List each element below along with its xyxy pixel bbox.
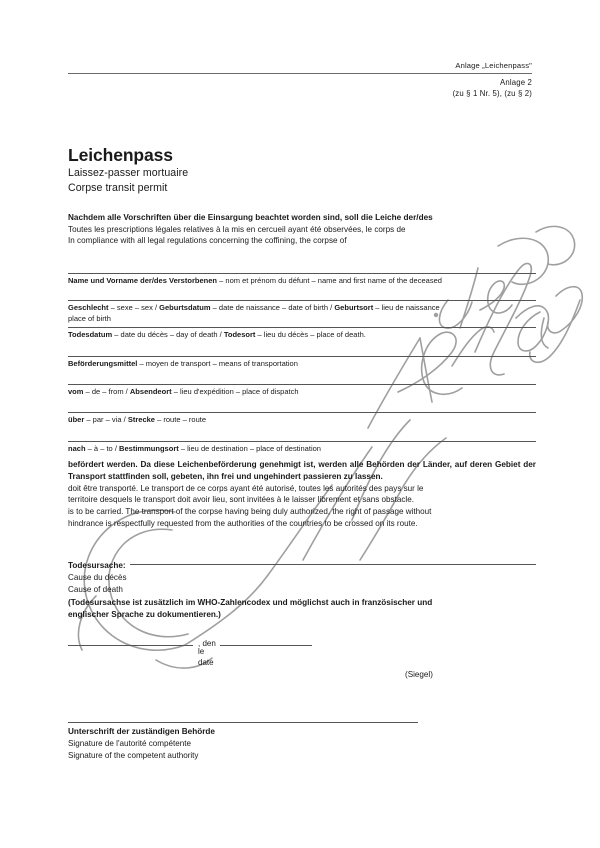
document-header	[68, 60, 532, 99]
field-input-line-transport[interactable]	[68, 356, 536, 357]
cause-of-death-note-1: (Todesursachse ist zusätzlich im WHO-Zahlencodex und möglichst auch in französischer und	[68, 597, 433, 607]
field-transport-means	[68, 356, 536, 381]
field-label-name: Name und Vorname der/des Verstorbenen – nom et prénom du défunt – name and first name of the deceased	[68, 276, 442, 285]
cause-of-death-section	[68, 560, 536, 621]
authority-label-english: Signature of the competent authority	[68, 750, 199, 760]
header-divider	[68, 73, 532, 74]
intro-german: Nachdem alle Vorschriften über die Einsargung beachtet worden sind, soll die Leiche der/des	[68, 213, 433, 222]
authority-label-french: Signature de l'autorité compétente	[68, 738, 192, 748]
field-input-line-death[interactable]	[68, 327, 536, 328]
authority-label-german: Unterschrift der zuständigen Behörde	[68, 727, 215, 736]
page-title-french: Laissez-passer mortuaire	[68, 167, 189, 179]
cause-of-death-note-2: englischer Sprache zu dokumentieren.)	[68, 610, 221, 620]
place-date-block	[68, 636, 536, 668]
main-paragraph-french-1: doit être transporté. Le transport de ce corps ayant été autorisé, toutes les autorités des pays sur le	[68, 483, 424, 493]
form-fields	[68, 273, 536, 457]
authority-signature-line[interactable]	[68, 722, 418, 723]
field-destination	[68, 441, 536, 454]
page-title-english: Corpse transit permit	[68, 181, 168, 194]
main-paragraph-english-1: is to be carried. The transport of the corpse having being duly authorized, the right of passage without	[68, 507, 432, 517]
field-input-line-sex-birth[interactable]	[68, 300, 536, 301]
cause-of-death-label: Todesursache:	[68, 561, 126, 570]
field-label-death: Todesdatum – date du décès – day of death / Todesort – lieu du décès – place of death.	[68, 330, 366, 340]
field-input-line-route[interactable]	[68, 412, 536, 413]
field-label-sex-birth-extra: place of birth	[68, 313, 111, 323]
intro-french: Toutes les prescriptions légales relatives à la mis en cercueil ayant été observées, le corps de	[68, 224, 406, 234]
page-title: Leichenpass	[68, 145, 173, 165]
cause-of-death-label-french: Cause du décès	[68, 573, 127, 582]
header-attachment-number: Anlage 2	[500, 78, 532, 87]
date-label-english: date	[198, 658, 214, 667]
cause-of-death-label-english: Cause of death	[68, 584, 123, 594]
field-label-destination: nach – à – to / Bestimmungsort – lieu de destination – place of destination	[68, 443, 321, 453]
authority-signature-block	[68, 722, 536, 761]
field-death-date-place	[68, 327, 536, 352]
field-label-route: über – par – via / Strecke – route – route	[68, 415, 207, 425]
intro-english: In compliance with all legal regulations concerning the coffining, the corpse of	[68, 236, 347, 246]
main-paragraph-german: befördert werden. Da diese Leichenbeförderung genehmigt ist, werden alle Behörden der Länder, auf deren Gebiet der Transport stattfinden soll, gebeten, ihn frei und ungehindert passieren zu lassen.	[68, 460, 536, 481]
title-block	[68, 145, 188, 195]
field-route	[68, 412, 536, 437]
date-input-line[interactable]	[220, 644, 312, 646]
field-sex-birth	[68, 300, 536, 324]
seal-label: (Siegel)	[405, 670, 433, 679]
cause-of-death-input-line[interactable]	[130, 564, 536, 565]
field-input-line-name[interactable]	[68, 273, 536, 274]
field-name	[68, 273, 536, 297]
field-input-line-dispatch[interactable]	[68, 384, 536, 385]
header-legal-reference: (zu § 1 Nr. 5), (zu § 2)	[452, 89, 532, 98]
main-paragraph	[68, 459, 536, 530]
field-dispatch	[68, 384, 536, 409]
field-label-transport: Beförderungsmittel – moyen de transport – means of transportation	[68, 358, 298, 368]
field-input-line-destination[interactable]	[68, 441, 536, 442]
place-date-separator: , den	[198, 639, 216, 648]
place-date-row	[68, 636, 536, 646]
header-attachment-title: Anlage „Leichenpass"	[455, 61, 532, 70]
intro-paragraph	[68, 212, 536, 247]
field-label-dispatch: vom – de – from / Absendeort – lieu d'expédition – place of dispatch	[68, 387, 299, 397]
main-paragraph-english-2: hindrance is respectfully requested from the authorities of the countries to be crossed on its route.	[68, 518, 418, 528]
field-label-sex-birth: Geschlecht – sexe – sex / Geburtsdatum – date de naissance – date of birth / Geburtsort – lieu de naissance	[68, 303, 440, 313]
place-input-line[interactable]	[68, 644, 193, 646]
cause-of-death-row	[68, 560, 536, 572]
main-paragraph-french-2: territoire desquels le transport doit avoir lieu, sont invitées à le laisser librement et sans obstacle.	[68, 495, 414, 505]
date-label-french: le	[198, 647, 205, 656]
